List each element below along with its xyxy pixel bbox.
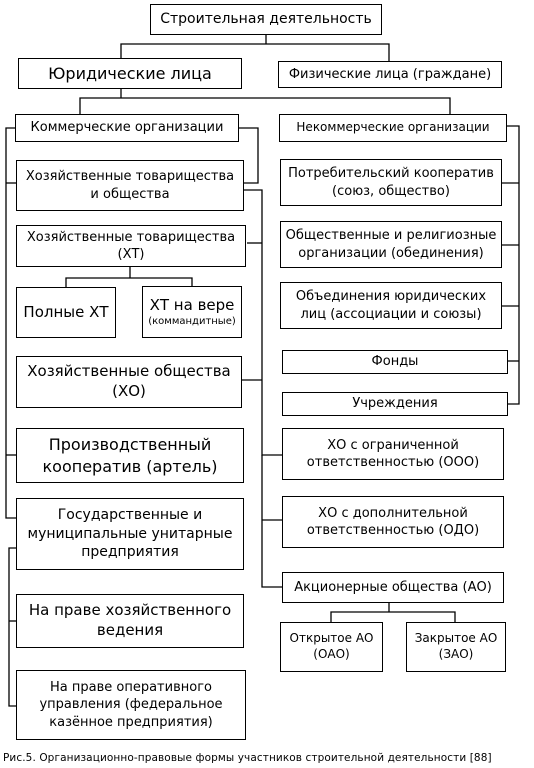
production-coop-line-2: кооператив (артель) [42,456,218,476]
noncommercial-label: Некоммерческие организации [296,120,490,135]
economic-management-box [16,594,244,648]
closed-jsc-box [406,622,506,672]
partnerships-line-2: (ХТ) [117,247,145,262]
alc-line-1: ХО с дополнительной [318,505,468,521]
partnerships-and-companies-line-1: Хозяйственные товарищества [25,169,235,185]
jsc-box [282,572,504,603]
root-label: Строительная деятельность [160,11,372,28]
economic-management-line-2: ведения [96,621,164,639]
partnerships-line-1: Хозяйственные товарищества [26,229,236,245]
production-coop-box [16,428,244,483]
limited-partnership-line-1: ХТ на вере [149,295,235,314]
alc-box [282,496,504,548]
companies-line-2: (ХО) [112,382,146,400]
associations-box [280,282,502,329]
noncommercial-box [279,114,507,142]
operational-management-line-3: казённое предприятия) [49,714,213,730]
legal-entities-label: Юридические лица [48,63,212,83]
funds-label: Фонды [371,354,419,370]
unitary-enterprises-box [16,498,244,570]
llc-box [282,428,504,480]
unitary-enterprises-line-2: муниципальные унитарные [27,525,233,542]
operational-management-line-2: управления (федеральное [39,697,223,713]
companies-line-1: Хозяйственные общества [27,362,231,381]
partnerships-and-companies-box [16,160,244,211]
consumer-coop-box [280,159,502,206]
partnerships-box [16,225,246,267]
individuals-label: Физические лица (граждане) [288,66,492,82]
economic-management-line-1: На праве хозяйственного [28,601,232,620]
unitary-enterprises-line-1: Государственные и [57,507,203,524]
root-box [150,4,382,35]
production-coop-line-1: Производственный [48,435,212,455]
figure-caption: Рис.5. Организационно-правовые формы участников строительной деятельности [88] [3,752,492,764]
public-religious-line-2: организации (обединения) [298,245,484,261]
companies-box [16,356,242,408]
commercial-label: Коммерческие организации [30,120,224,136]
closed-jsc-line-2: (ЗАО) [438,647,474,661]
associations-line-2: лиц (ассоциации и союзы) [300,306,482,322]
operational-management-line-1: На праве оперативного [50,680,212,696]
institutions-label: Учреждения [352,396,438,412]
public-religious-box [280,221,502,268]
funds-box [282,350,508,374]
open-jsc-box [280,622,383,672]
full-partnership-box [16,287,116,338]
commercial-box [15,114,239,142]
alc-line-2: ответственностью (ОДО) [306,523,480,538]
full-partnership-label: Полные ХТ [23,302,109,321]
unitary-enterprises-line-3: предприятия [81,544,179,561]
operational-management-box [16,670,246,740]
partnerships-and-companies-line-2: и общества [90,186,170,202]
associations-line-1: Объединения юридических [295,289,487,305]
limited-partnership-line-2: (коммандитные) [148,316,236,328]
limited-partnership-box [142,286,242,338]
llc-line-1: ХО с ограниченной [327,437,459,453]
individuals-box [278,61,502,88]
consumer-coop-line-2: (союз, общество) [332,183,450,199]
institutions-box [282,392,508,416]
open-jsc-line-2: (ОАО) [313,647,350,661]
llc-line-2: ответственностью (ООО) [306,455,480,470]
jsc-label: Акционерные общества (АО) [294,579,492,595]
legal-entities-box [18,58,242,89]
closed-jsc-line-1: Закрытое АО [414,631,498,646]
public-religious-line-1: Общественные и религиозные [285,228,497,244]
consumer-coop-line-1: Потребительский кооператив [288,166,494,182]
open-jsc-line-1: Открытое АО [289,631,374,646]
